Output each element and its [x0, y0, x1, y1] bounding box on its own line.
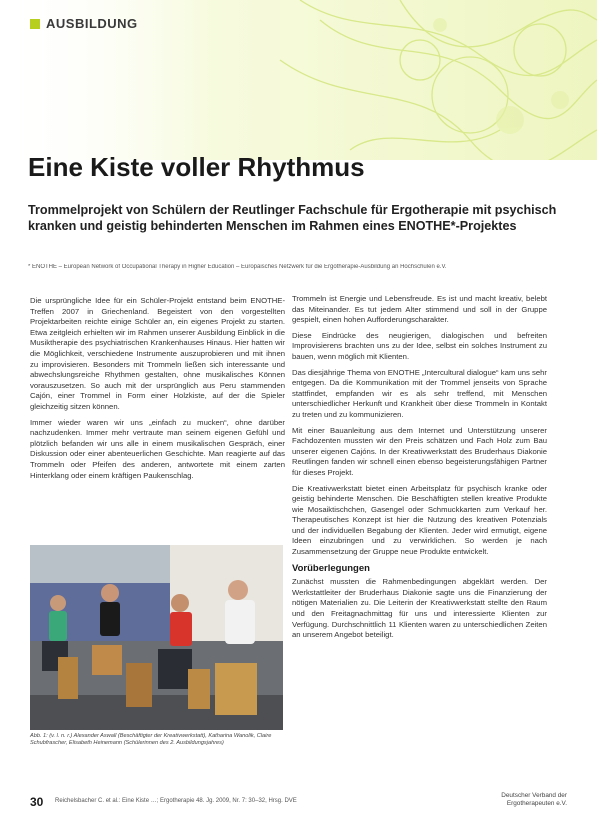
publisher-name: Deutscher Verband der Ergotherapeuten e.V. — [501, 792, 567, 807]
article-footnote: * ENOTHE – European Network of Occupational Therapy in Higher Education – Europäisches Netzwerk für die Ergotherapie-Ausbildung an Hochschulen e.V. — [28, 264, 447, 270]
paragraph: Zunächst mussten die Rahmenbedingungen abgeklärt werden. Der Werkstattleiter der Bruderhaus Diakonie sagte uns die Finanzierung der nötigen Materialien zu. Die Leiterin der Kreativwerkstatt stellte den Raum und den Freitagnachmittag für uns und interessierte Klienten zur Verfügung. Durchschnittlich 11 Klienten waren zu unterschiedlichen Zeiten an unserem Angebot beteiligt. — [292, 577, 547, 640]
paragraph: Immer wieder waren wir uns „einfach zu mucken“, ohne darüber nachzudenken. Immer mehr vertraute man seinem eigenen Gefühl und plötzlich befanden wir uns alle in einem musikalischen Gespräch, einer Diskussion oder einer abenteuerlichen Geschichte. Man reagierte auf das Trommeln oder Pfeifen des anderen, antwortete mit einem zarten Hinterklang oder einem kräftigen Paukenschlag. — [30, 417, 285, 480]
left-column — [30, 296, 285, 486]
paragraph: Diese Eindrücke des neugierigen, dialogischen und befreiten Improvisierens brachten uns zu der Idee, selbst ein solches Instrument zu bauen, wenn möglich mit Klienten. — [292, 330, 547, 361]
section-header — [30, 16, 138, 31]
paragraph: Die Kreativwerkstatt bietet einen Arbeitsplatz für psychisch kranke oder geistig behinderte Menschen. Die Beschäftigten stellen kreative Produkte wie Mosaiktischchen, Gasengel oder Schmuckkarten zum Verkauf her. Therapeutisches Konzept ist hier die Nutzung des kreativen Potenzials und der individuellen Begabung der Klienten. Jeder wird ermutigt, eigene Ideen einzubringen und zu verwirklichen. So werden je nach Zusammensetzung der Gruppe neue Produkte entwickelt. — [292, 483, 547, 557]
section-label: AUSBILDUNG — [46, 16, 138, 31]
citation: Reichelsbacher C. et al.: Eine Kiste …; Ergotherapie 48. Jg. 2009, Nr. 7: 30–32, Hrsg. DVE — [55, 798, 297, 804]
article-photo — [30, 545, 283, 730]
photo-caption: Abb. 1: (v. l. n. r.) Alexander Aswall (Beschäftigter der Kreativwerkstatt), Katharina Wanolik, Claire Schubfrascher, Elisabeth Heinemann (Schülerinnen des 2. Ausbildungsjahres) — [30, 733, 272, 747]
section-marker-square — [30, 19, 40, 29]
page-number: 30 — [30, 795, 44, 809]
paragraph: Mit einer Bauanleitung aus dem Internet und Unterstützung unserer Fachdozenten mussten wir den Preis schätzen und Fach Holz zum Bau unserer eigenen Cajóns. In der Kreativwerkstatt des Bruderhaus Diakonie Reutlingen fanden wir schnell einen ebenso begeisterungsfähigen Partner für dieses Projekt. — [292, 425, 547, 477]
subheading: Vorüberlegungen — [292, 562, 370, 574]
article-subtitle: Trommelprojekt von Schülern der Reutlinger Fachschule für Ergotherapie mit psychisch kranken und geistig behinderten Menschen im Rahmen eines ENOTHE*-Projektes — [28, 203, 557, 233]
paragraph: Das diesjährige Thema von ENOTHE „Intercultural dialogue“ kam uns sehr entgegen. Da die Kommunikation mit der Trommel jenseits von Sprache stattfindet, empfanden wir es als sehr treffend, mit Menschen unterschiedlicher Herkunft und Krankheit über diese Trommeln in Kontakt zu treten und zu kommunizieren. — [292, 367, 547, 419]
paragraph: Trommeln ist Energie und Lebensfreude. Es ist und macht kreativ, belebt das Miteinander. Es tut jedem Alter stimmend und soll in der Gruppe gespielt, einen hohen Aufforderungscharakter. — [292, 294, 547, 325]
paragraph: Die ursprüngliche Idee für ein Schüler-Projekt entstand beim ENOTHE-Treffen 2007 in Griechenland. Begeistert von den vorgestellten Projektarbeiten reichte einige Schüler an, ein eigenes Projekt zu starten. Etwa zeitgleich erhielten wir im Rahmen unserer Ausbildung Einblick in die Musiktherapie des psychiatrischen Krankenhauses Hinaus. Hier hatten wir die Möglichkeit, verschiedene Instrumente auszuprobieren und mit ihnen zu improvisieren. Besonders mit Trommeln ließen sich interessante und abwechslungsreiche Rhythmen gestalten, ohne musikalisches Können vorauszusetzen. So auch mit der ursprünglich aus Peru stammenden Cajón, einer Trommel in Form einer Holzkiste, auf der die Spieler gleichzeitig sitzen können. — [30, 296, 285, 411]
right-column — [292, 294, 547, 646]
article-title: Eine Kiste voller Rhythmus — [28, 152, 365, 182]
